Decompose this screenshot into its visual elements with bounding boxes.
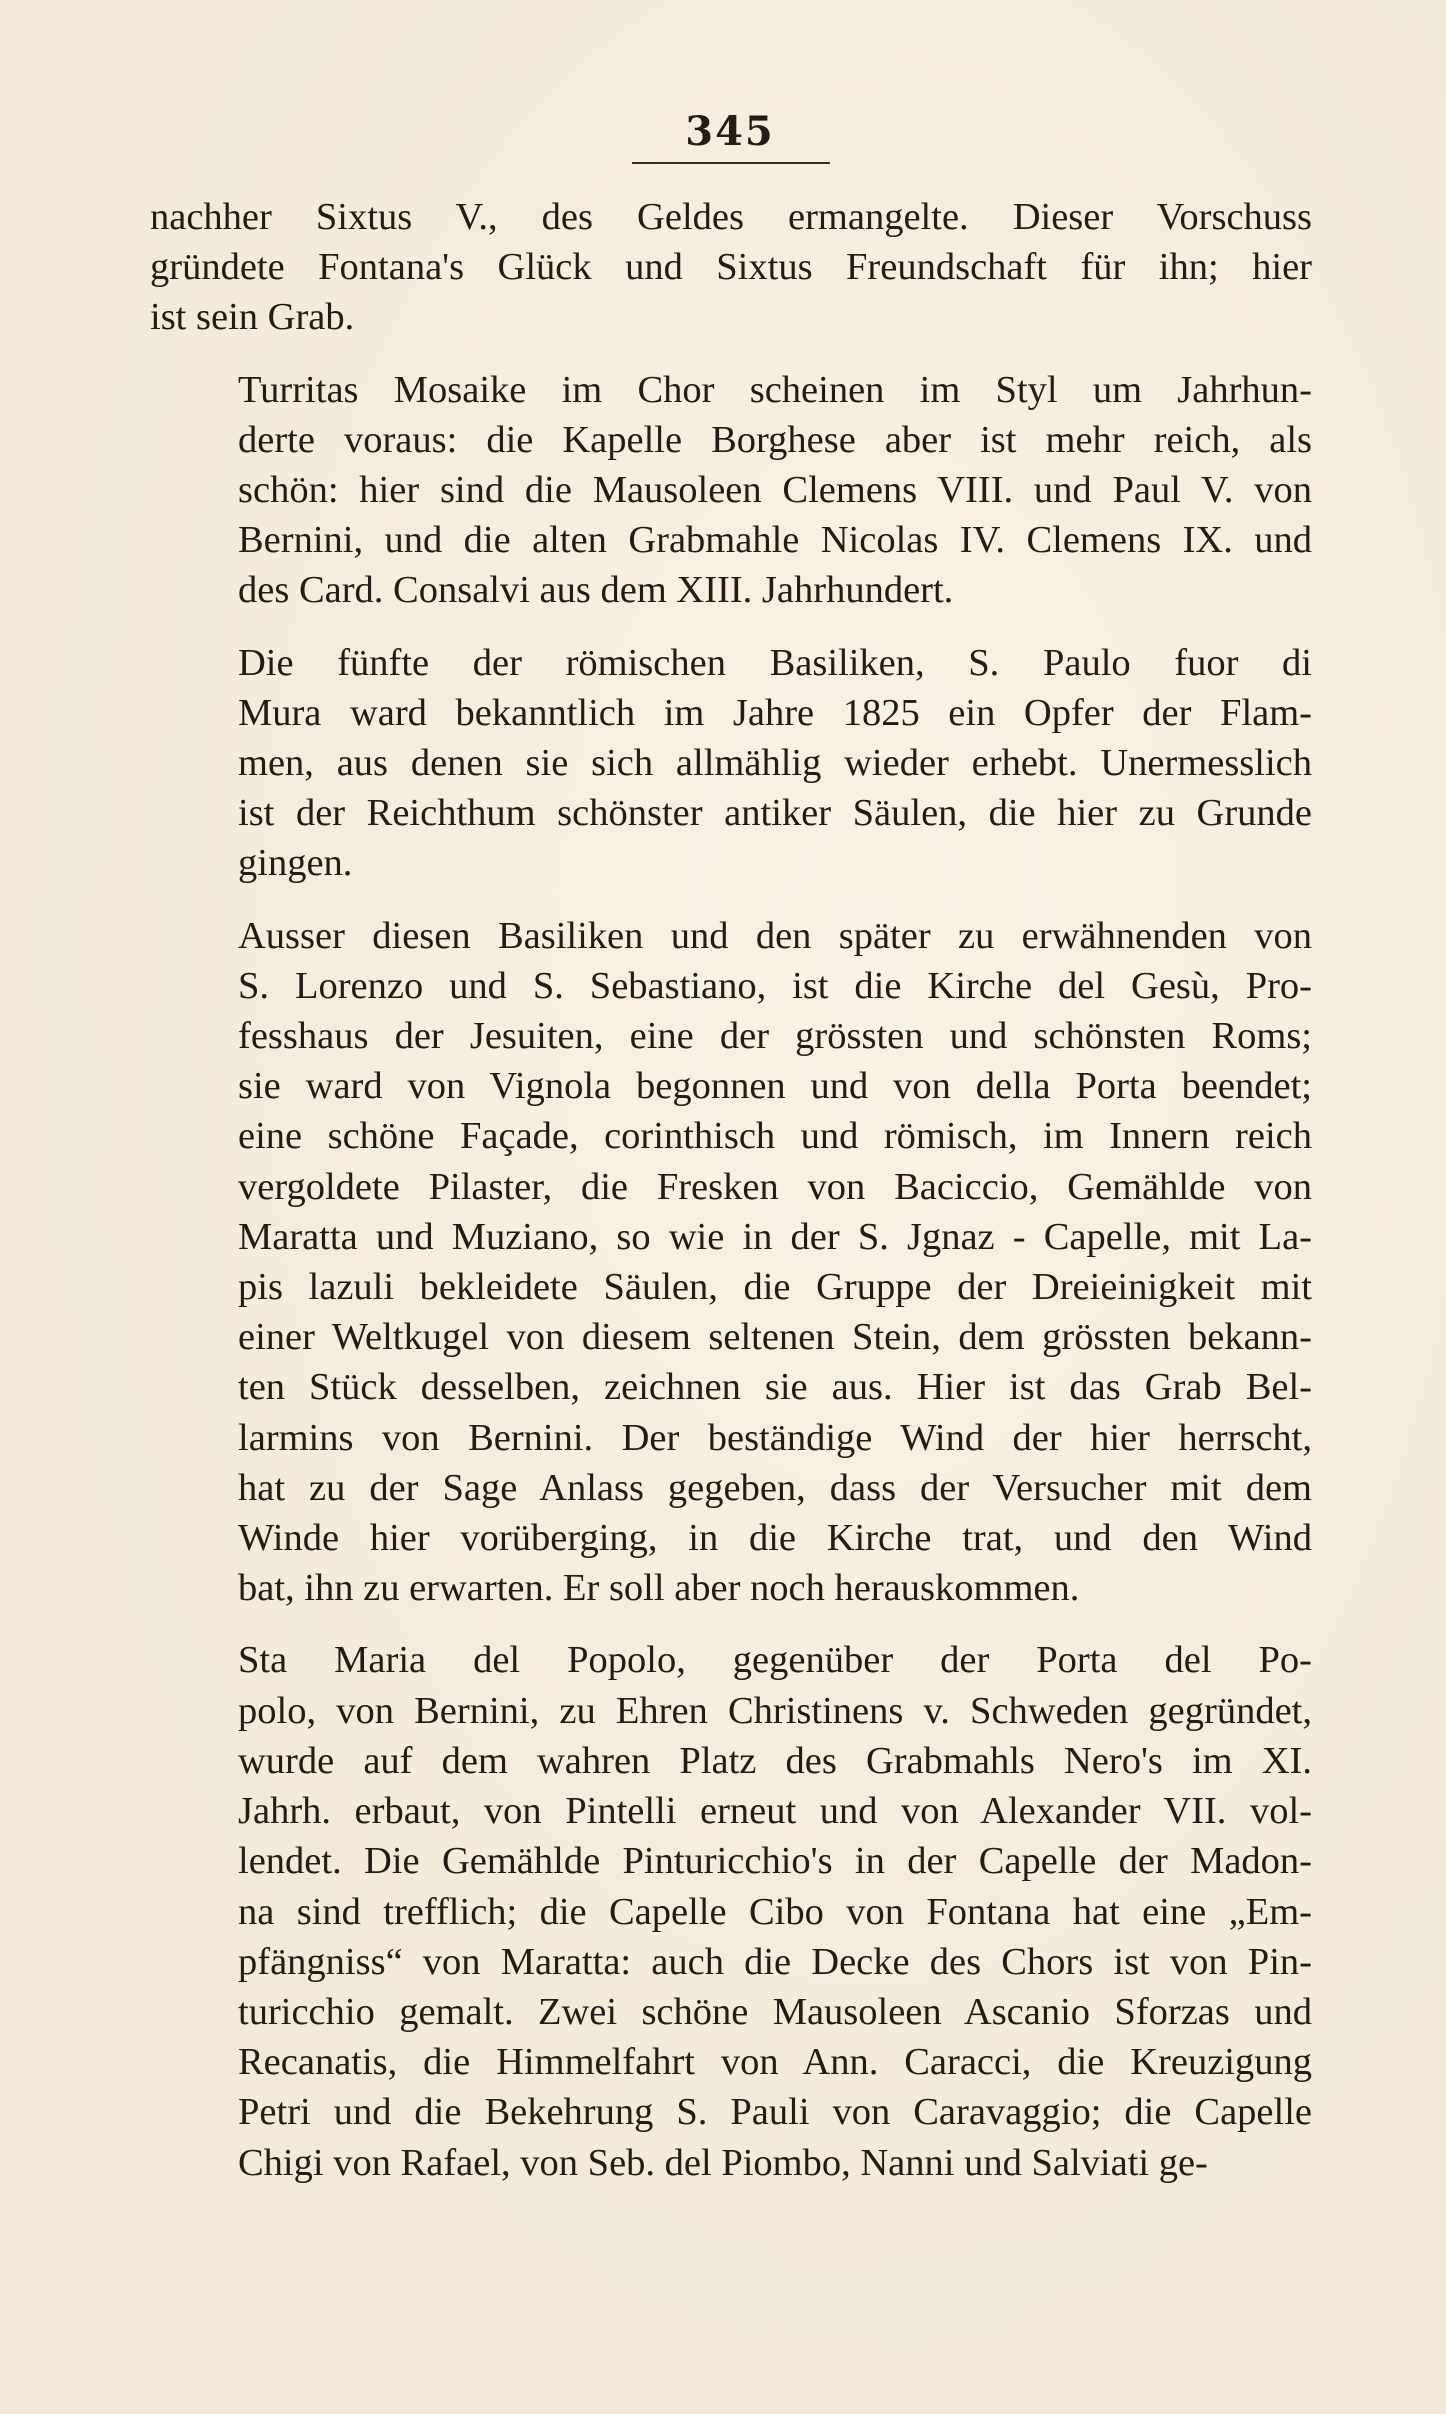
text-line: Bernini, und die alten Grabmahle Nicolas IV. Clemens IX. und	[238, 519, 1312, 562]
text-line: vergoldete Pilaster, die Fresken von Baciccio, Gemählde von	[238, 1165, 1312, 1208]
text-line: larmins von Bernini. Der beständige Wind der hier herrscht,	[238, 1416, 1312, 1459]
text-line: einer Weltkugel von diesem seltenen Stein, dem grössten bekann-	[238, 1316, 1312, 1359]
body-text	[150, 192, 1312, 2188]
header-rule	[632, 162, 830, 164]
text-line: gingen.	[238, 842, 353, 885]
text-line: lendet. Die Gemählde Pinturicchio's in der Capelle der Madon-	[238, 1840, 1312, 1883]
text-line: men, aus denen sie sich allmählig wieder erhebt. Unermesslich	[238, 742, 1312, 785]
paragraph	[150, 1635, 1312, 2187]
text-line: gründete Fontana's Glück und Sixtus Freundschaft für ihn; hier	[150, 246, 1312, 289]
text-line: S. Lorenzo und S. Sebastiano, ist die Kirche del Gesù, Pro-	[238, 964, 1312, 1007]
text-line: ten Stück desselben, zeichnen sie aus. Hier ist das Grab Bel-	[238, 1366, 1312, 1409]
text-line: Mura ward bekanntlich im Jahre 1825 ein Opfer der Flam-	[238, 691, 1312, 734]
text-line: na sind trefflich; die Capelle Cibo von Fontana hat eine „Em-	[238, 1890, 1312, 1933]
text-line: turicchio gemalt. Zwei schöne Mausoleen Ascanio Sforzas und	[238, 1990, 1312, 2033]
text-line: wurde auf dem wahren Platz des Grabmahls Nero's im XI.	[238, 1739, 1312, 1782]
text-line: hat zu der Sage Anlass gegeben, dass der Versucher mit dem	[238, 1466, 1312, 1509]
text-line: Chigi von Rafael, von Seb. del Piombo, Nanni und Salviati ge-	[238, 2141, 1208, 2184]
paragraph	[150, 192, 1312, 343]
text-line: pfängniss“ von Maratta: auch die Decke des Chors ist von Pin-	[238, 1940, 1312, 1983]
text-line: Maratta und Muziano, so wie in der S. Jgnaz - Capelle, mit La-	[238, 1215, 1312, 1258]
text-line: Petri und die Bekehrung S. Pauli von Caravaggio; die Capelle	[238, 2091, 1312, 2134]
text-line: fesshaus der Jesuiten, eine der grössten und schönsten Roms;	[238, 1015, 1312, 1058]
text-line: derte voraus: die Kapelle Borghese aber ist mehr reich, als	[238, 418, 1312, 461]
text-line: Sta Maria del Popolo, gegenüber der Porta del Po-	[238, 1639, 1312, 1682]
text-line: Turritas Mosaike im Chor scheinen im Styl um Jahrhun-	[238, 368, 1312, 411]
paragraph	[150, 638, 1312, 889]
paragraph	[150, 911, 1312, 1614]
text-line: eine schöne Façade, corinthisch und römisch, im Innern reich	[238, 1115, 1312, 1158]
text-line: des Card. Consalvi aus dem XIII. Jahrhundert.	[238, 569, 954, 612]
text-line: ist der Reichthum schönster antiker Säulen, die hier zu Grunde	[238, 792, 1312, 835]
text-line: Recanatis, die Himmelfahrt von Ann. Caracci, die Kreuzigung	[238, 2041, 1312, 2084]
text-line: ist sein Grab.	[150, 296, 355, 339]
page-number: 345	[685, 108, 775, 155]
text-line: schön: hier sind die Mausoleen Clemens VIII. und Paul V. von	[238, 469, 1312, 512]
text-line: sie ward von Vignola begonnen und von della Porta beendet;	[238, 1065, 1312, 1108]
text-line: bat, ihn zu erwarten. Er soll aber noch herauskommen.	[238, 1567, 1080, 1610]
text-line: Die fünfte der römischen Basiliken, S. Paulo fuor di	[238, 641, 1312, 684]
text-line: pis lazuli bekleidete Säulen, die Gruppe der Dreieinigkeit mit	[238, 1266, 1312, 1309]
text-line: Winde hier vorüberging, in die Kirche trat, und den Wind	[238, 1517, 1312, 1560]
paragraph	[150, 365, 1312, 616]
text-line: Ausser diesen Basiliken und den später zu erwähnenden von	[238, 914, 1312, 957]
text-line: nachher Sixtus V., des Geldes ermangelte. Dieser Vorschuss	[150, 196, 1312, 238]
text-line: polo, von Bernini, zu Ehren Christinens v. Schweden gegründet,	[238, 1689, 1312, 1732]
text-line: Jahrh. erbaut, von Pintelli erneut und von Alexander VII. vol-	[238, 1790, 1312, 1833]
